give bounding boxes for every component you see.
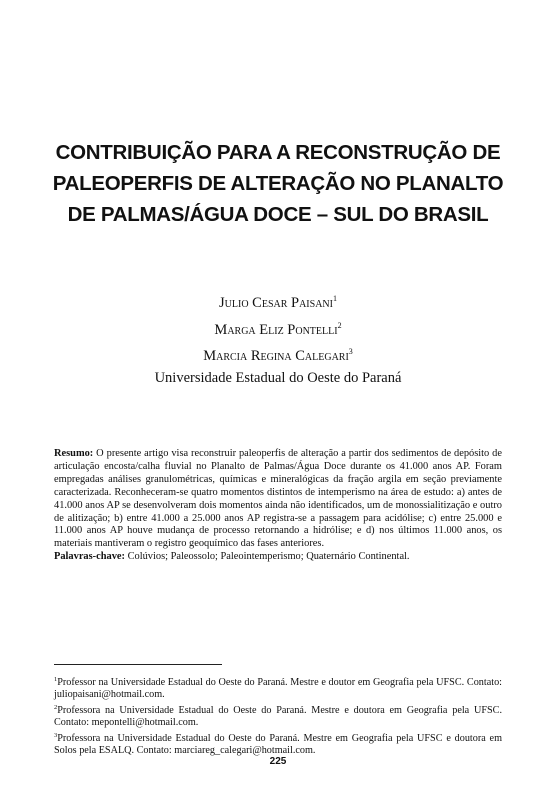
title-line-3: DE PALMAS/ÁGUA DOCE – SUL DO BRASIL [67, 203, 489, 226]
footnote-text: Professora na Universidade Estadual do Oeste do Paraná. Mestre e doutora em Geografia pela UFSC. Contato: mepontelli@hotmail.com. [54, 704, 502, 729]
author-name: Julio Cesar Paisani [219, 295, 333, 311]
footnote-text: Professor na Universidade Estadual do Oeste do Paraná. Mestre e doutor em Geografia pela UFSC. Contato: juliopaisani@hotmail.com. [54, 677, 502, 701]
keywords-paragraph [54, 551, 502, 564]
abstract-paragraph [54, 448, 502, 551]
footnote-2 [54, 702, 502, 730]
title-line-2: PALEOPERFIS DE ALTERAÇÃO NO PLANALTO [52, 172, 504, 195]
affiliation: Universidade Estadual do Oeste do Paraná [154, 369, 402, 386]
keywords-text: Colúvios; Paleossolo; Paleointemperismo; Quaternário Continental. [124, 551, 410, 563]
author-name: Marga Eliz Pontelli [214, 321, 338, 338]
paper-title [40, 137, 516, 230]
footnote-mark: 1 [54, 676, 58, 683]
author-block [60, 288, 496, 389]
footnote-ref: 3 [348, 347, 353, 356]
abstract-text: O presente artigo visa reconstruir paleoperfis de alteração a partir dos sedimentos de depósito de articulação encosta/calha fluvial no Planalto de Palmas/Água Doce durante os 41.000 anos AP. Foram empregadas análises granulométricas, químicas e mineralógicas da fração argila em seção previamente caracterizada. Reconheceram-se quatro momentos distintos de intemperismo na área de estudo: a) antes de 41.000 anos AP se desenvolveram dois momentos ainda não identificados, um de monossialitização e outro de alitização; b) entre 41.000 a 25.000 anos AP registra-se a passagem para acidólise; c) entre 25.000 e 11.000 anos AP houve mudança de processo retornando a hidrólise; e d) nos últimos 11.000 anos, os materiais mantiveram o registro geoquímico das fases anteriores. [54, 448, 502, 550]
abstract-label: Resumo: [54, 448, 94, 459]
author-1 [60, 288, 496, 315]
page-number: 225 [269, 756, 287, 767]
abstract [54, 448, 502, 564]
footnote-divider [54, 664, 222, 665]
footnotes [54, 674, 502, 757]
footnote-mark: 2 [54, 703, 58, 711]
footnote-3 [54, 730, 502, 758]
author-name: Marcia Regina Calegari [203, 348, 349, 364]
footnote-ref: 1 [332, 294, 337, 303]
author-2 [60, 315, 496, 342]
keywords-label: Palavras-chave: [54, 551, 125, 563]
author-3 [60, 341, 496, 368]
footnote-ref: 2 [337, 320, 342, 330]
footnote-text: Professora na Universidade Estadual do Oeste do Paraná. Mestre em Geografia pela UFSC e doutora em Solos pela ESALQ. Contato: marciareg_calegari@hotmail.com. [54, 732, 502, 757]
footnote-mark: 3 [54, 731, 58, 739]
title-line-1: CONTRIBUIÇÃO PARA A RECONSTRUÇÃO DE [55, 141, 501, 164]
footnote-1 [54, 674, 502, 702]
